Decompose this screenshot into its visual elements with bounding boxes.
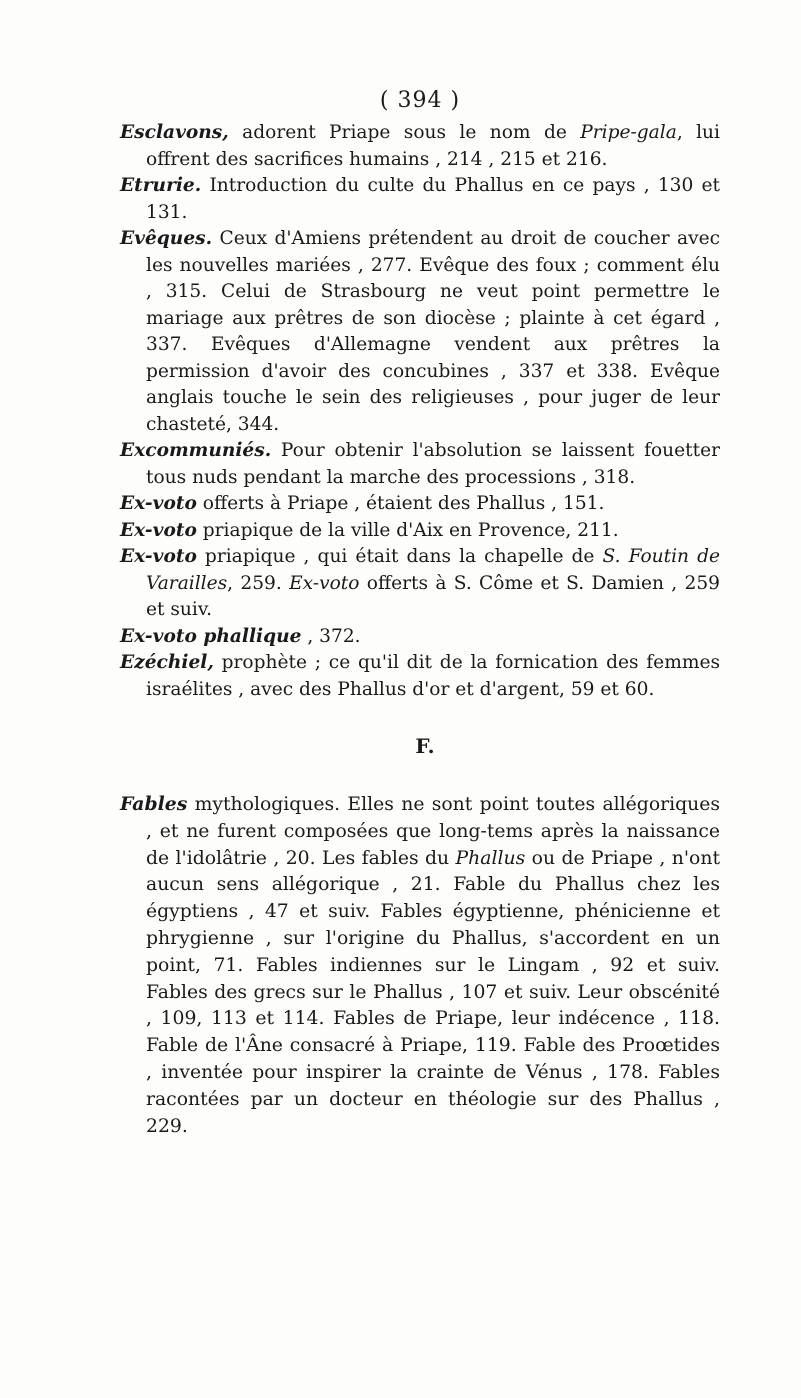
entry-text: , 372. xyxy=(301,625,361,647)
entry-text: priapique , qui était dans la chapelle de xyxy=(196,546,603,567)
entry-text: Introduction du culte du Phallus en ce pays , 130 et 131. xyxy=(146,175,720,223)
entry-head: Ex-voto xyxy=(120,546,197,567)
entry-italic: S. Foutin de Varailles xyxy=(146,546,720,594)
index-entry-ex-voto-3 xyxy=(120,544,720,624)
index-entry-ezechiel xyxy=(120,650,720,703)
entry-italic: Pripe-gala xyxy=(580,122,677,143)
entry-head: Ezéchiel, xyxy=(120,652,214,673)
entry-tail: , lui offrent des sacrifices humains , 214 , 215 et 216. xyxy=(146,122,720,170)
entry-head: Ex-voto xyxy=(120,493,197,514)
entry-text: prophète ; ce qu'il dit de la fornication des femmes israélites , avec des Phallus d'or et d'argent, 59 et 60. xyxy=(146,652,720,700)
entry-text: priapique de la ville d'Aix en Provence, 211. xyxy=(196,519,619,541)
entry-text: Pour obtenir l'absolution se laissent fouetter tous nuds pendant la marche des processions , 318. xyxy=(146,440,720,488)
entry-text: offerts à Priape , étaient des Phallus , 151. xyxy=(196,493,605,514)
entry-head: Ex-voto xyxy=(120,519,197,541)
entry-italic: Phallus xyxy=(455,847,526,869)
entry-text: mythologiques. Elles ne sont point toutes allégoriques , et ne furent composées que long-tems après la naissance de l'idolâtrie , 20. Les fables du xyxy=(146,794,720,869)
entry-text: adorent Priape sous le nom de xyxy=(228,122,581,143)
index-entry-eveques xyxy=(120,226,720,438)
index-entry-fables xyxy=(120,791,720,1140)
entry-head: Excommuniés. xyxy=(120,440,272,461)
entry-tail: , 259. xyxy=(227,572,290,594)
index-entry-ex-voto-phallique xyxy=(120,624,720,651)
entry-italic-2: Ex-voto xyxy=(289,572,360,594)
index-entry-etrurie xyxy=(120,173,720,226)
section-f-entries xyxy=(120,791,720,1140)
index-entry-ex-voto-2 xyxy=(120,518,720,545)
entry-tail: ou de Priape , n'ont aucun sens allégorique , 21. Fable du Phallus chez les égyptiens , 47 et suiv. Fables égyptienne, phénicienne et phrygienne , sur l'origine du Phallus, s'accordent en un point, 71. Fables indiennes sur le Lingam , 92 et suiv. Fables des grecs sur le Phallus , 107 et suiv. Leur obscénité , 109, 113 et 114. Fables de Priape, leur indécence , 118. Fable de l'Âne consacré à Priape, 119. Fable des Proœtides , inventée pour inspirer la crainte de Vénus , 178. Fables racontées par un docteur en théologie sur des Phallus , 229. xyxy=(146,847,721,1137)
entry-text: Ceux d'Amiens prétendent au droit de coucher avec les nouvelles mariées , 277. Evêque des foux ; comment élu , 315. Celui de Strasbourg ne veut point permettre le mariage aux prêtres de son diocèse ; plainte à cet égard , 337. Evêques d'Allemagne vendent aux prêtres la permission d'avoir des concubines , 337 et 338. Evêque anglais touche le sein des religieuses , pour juger de leur chasteté, 344. xyxy=(146,228,720,435)
page-number: ( 394 ) xyxy=(379,88,461,113)
index-entry-esclavons xyxy=(120,120,720,173)
entry-head: Evêques. xyxy=(120,228,213,249)
section-letter-f: F. xyxy=(415,734,435,758)
entry-head: Etrurie. xyxy=(120,175,202,196)
entry-head: Fables xyxy=(120,793,188,815)
index-text xyxy=(120,88,720,1140)
index-entry-excommunies xyxy=(120,438,720,491)
entry-head: Esclavons, xyxy=(120,122,229,143)
entry-head: Ex-voto phallique xyxy=(120,625,302,647)
entry-tail-2: offerts à S. Côme et S. Damien , 259 et suiv. xyxy=(146,572,720,620)
index-entry-ex-voto-1 xyxy=(120,491,720,518)
